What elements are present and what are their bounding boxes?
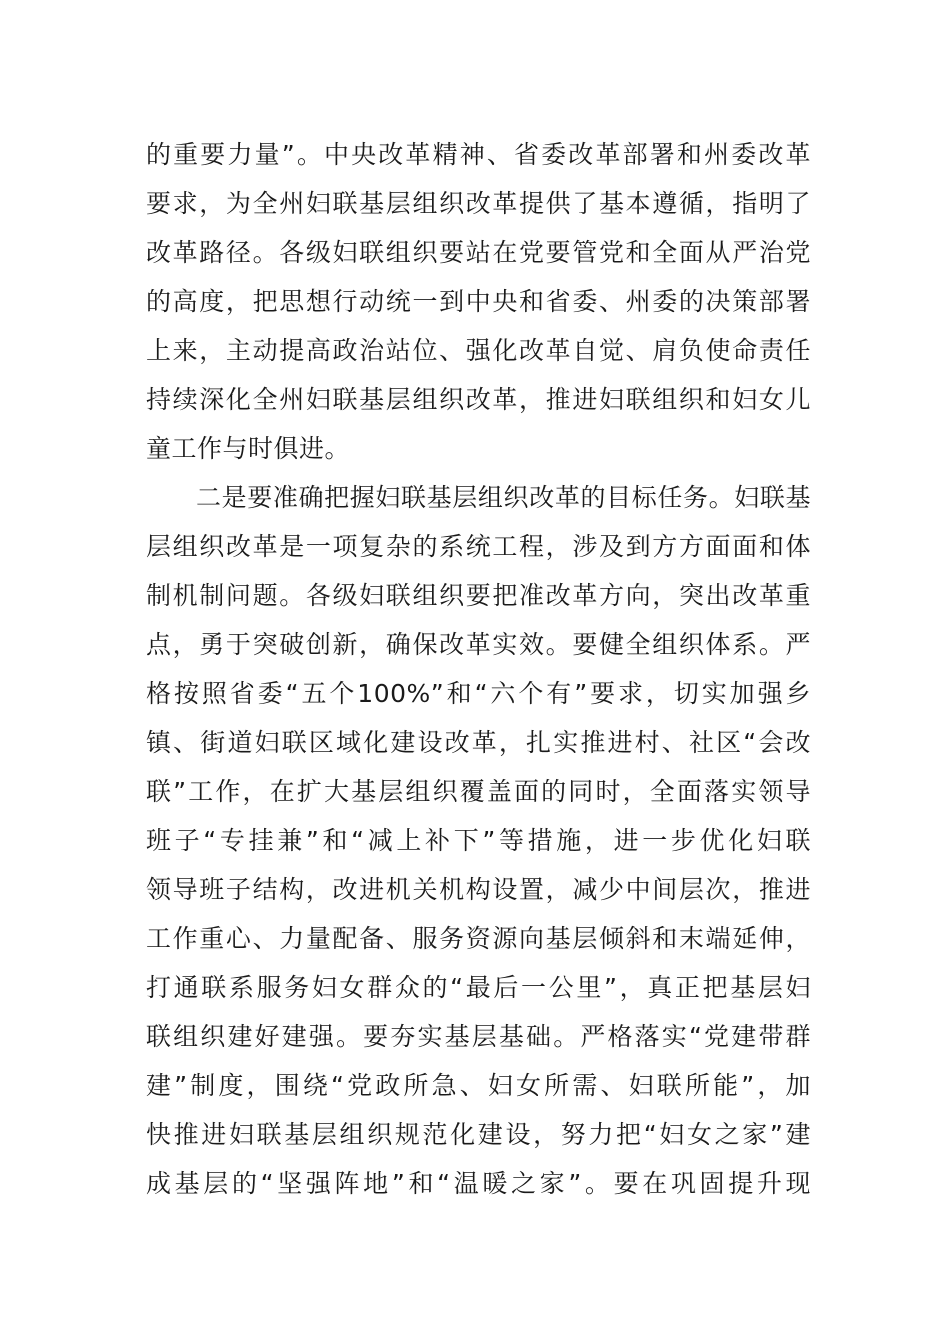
paragraph-line: 点，勇于突破创新，确保改革实效。要健全组织体系。严 bbox=[146, 630, 811, 659]
paragraph-line: 层组织改革是一项复杂的系统工程，涉及到方方面面和体 bbox=[146, 532, 811, 561]
paragraph-line: 快推进妇联基层组织规范化建设，努力把“妇女之家”建 bbox=[146, 1120, 811, 1149]
body-text bbox=[146, 130, 811, 1208]
paragraph-line: 联组织建好建强。要夯实基层基础。严格落实“党建带群 bbox=[146, 1022, 811, 1051]
paragraph-line: 工作重心、力量配备、服务资源向基层倾斜和末端延伸， bbox=[146, 924, 811, 953]
paragraph-line: 上来，主动提高政治站位、强化改革自觉、肩负使命责任 bbox=[146, 336, 811, 365]
paragraph-line: 改革路径。各级妇联组织要站在党要管党和全面从严治党 bbox=[146, 238, 811, 267]
paragraph-2 bbox=[146, 473, 811, 1208]
paragraph-line: 持续深化全州妇联基层组织改革，推进妇联组织和妇女儿 bbox=[146, 385, 811, 414]
paragraph-line: 制机制问题。各级妇联组织要把准改革方向，突出改革重 bbox=[146, 581, 811, 610]
paragraph-line: 领导班子结构，改进机关机构设置，减少中间层次，推进 bbox=[146, 875, 811, 904]
paragraph-1 bbox=[146, 130, 811, 473]
paragraph-line: 格按照省委“五个100%”和“六个有”要求，切实加强乡 bbox=[146, 679, 811, 708]
paragraph-line: 镇、街道妇联区域化建设改革，扎实推进村、社区“会改 bbox=[146, 728, 811, 757]
paragraph-line: 打通联系服务妇女群众的“最后一公里”，真正把基层妇 bbox=[146, 973, 811, 1002]
paragraph-line: 童工作与时俱进。 bbox=[146, 434, 351, 463]
paragraph-line: 的高度，把思想行动统一到中央和省委、州委的决策部署 bbox=[146, 287, 811, 316]
paragraph-line: 成基层的“坚强阵地”和“温暖之家”。要在巩固提升现 bbox=[146, 1169, 811, 1198]
paragraph-line: 建”制度，围绕“党政所急、妇女所需、妇联所能”，加 bbox=[146, 1071, 811, 1100]
paragraph-line: 班子“专挂兼”和“减上补下”等措施，进一步优化妇联 bbox=[146, 826, 811, 855]
paragraph-line: 联”工作，在扩大基层组织覆盖面的同时，全面落实领导 bbox=[146, 777, 811, 806]
paragraph-line: 的重要力量”。中央改革精神、省委改革部署和州委改革 bbox=[146, 140, 811, 169]
paragraph-line: 二是要准确把握妇联基层组织改革的目标任务。妇联基 bbox=[196, 483, 811, 512]
paragraph-line: 要求，为全州妇联基层组织改革提供了基本遵循，指明了 bbox=[146, 189, 811, 218]
